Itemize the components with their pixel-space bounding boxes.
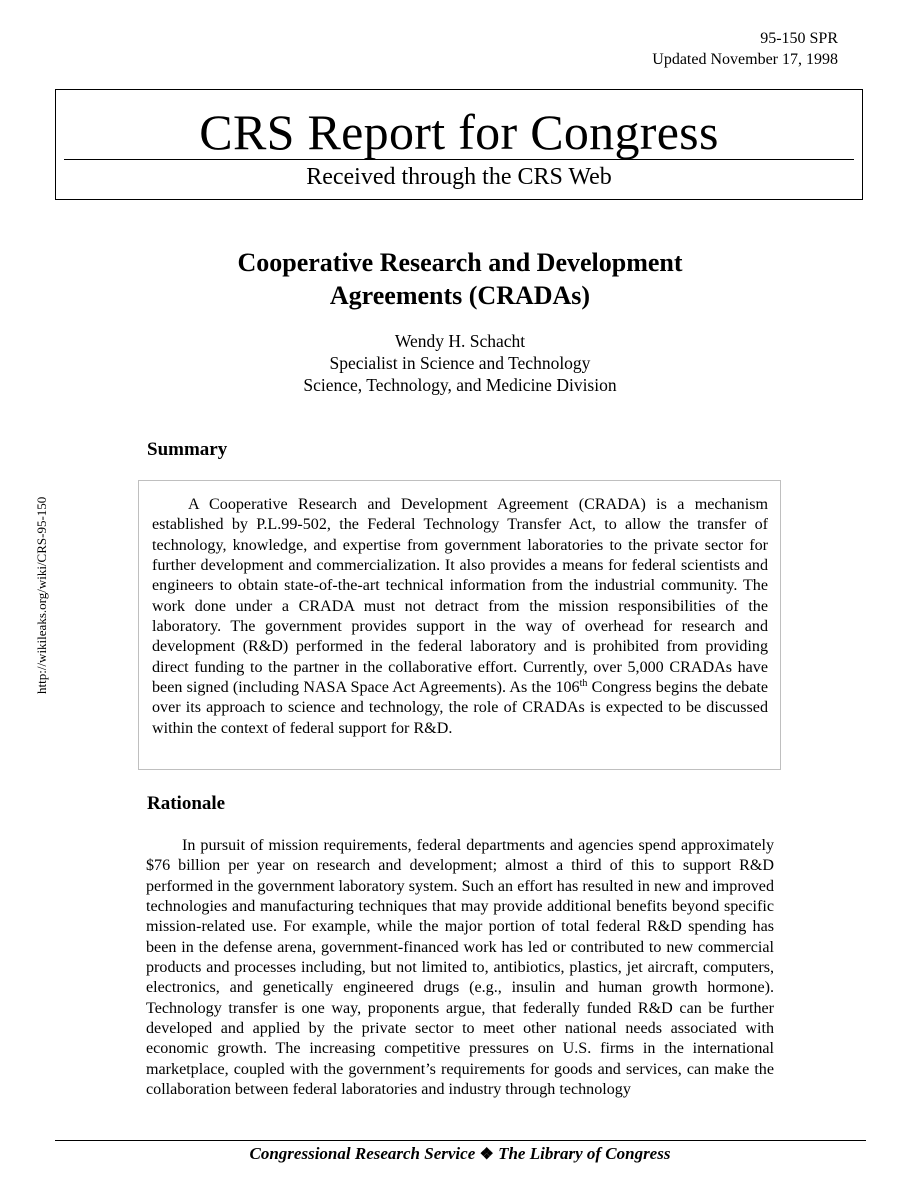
summary-box <box>138 480 781 770</box>
footer-divider <box>55 1140 866 1141</box>
crs-banner <box>55 89 863 200</box>
summary-paragraph <box>152 495 768 739</box>
report-updated-date: Updated November 17, 1998 <box>652 51 838 68</box>
banner-divider <box>64 159 854 160</box>
page-footer <box>0 1143 920 1166</box>
report-id-block <box>652 28 838 70</box>
summary-heading: Summary <box>147 439 228 460</box>
footer-left-text: Congressional Research Service <box>249 1144 476 1163</box>
summary-text-part-1: A Cooperative Research and Development Agreement (CRADA) is a mechanism established by P.L.99-502, the Federal Technology Transfer Act, to allow the transfer of technology, knowledge, and expertise from government laboratories to the private sector for further development and commercialization. It also provides a means for federal scientists and engineers to obtain state-of-the-art technical information from the industrial community. The work done under a CRADA must not detract from the mission responsibilities of the laboratory. The government provides support in the way of overhead for research and development (R&D) performed in the federal laboratory and is prohibited from providing direct funding to the partner in the collaborative effort. Currently, over 5,000 CRADAs have been signed (including NASA Space Act Agreements). As the 106 <box>152 496 768 697</box>
author-position: Specialist in Science and Technology <box>329 353 591 373</box>
banner-title: CRS Report for Congress <box>199 104 719 160</box>
report-number: 95-150 SPR <box>760 30 838 47</box>
author-block <box>0 330 920 396</box>
author-name: Wendy H. Schacht <box>394 331 526 351</box>
summary-text-part-2: Congress begins the debate over its approach to science and technology, the role of CRADAs is expected to be discussed within the context of federal support for R&D. <box>152 679 768 737</box>
document-title <box>0 246 920 312</box>
footer-right-text: The Library of Congress <box>498 1144 671 1163</box>
document-title-line-1: Cooperative Research and Development <box>237 248 683 277</box>
diamond-separator-icon: ❖ <box>479 1146 494 1163</box>
rationale-section <box>146 836 774 1100</box>
rationale-paragraph: In pursuit of mission requirements, federal departments and agencies spend approximately $76 billion per year on research and development; almost a third of this to support R&D performed in the government laboratory system. Such an effort has resulted in new and improved technologies and manufacturing techniques that may provide additional benefits beyond specific mission-related use. For example, while the major portion of total federal R&D spending has been in the defense arena, government-financed work has led or contributed to new commercial products and processes including, but not limited to, antibiotics, plastics, jet aircraft, computers, electronics, and genetically engineered drugs (e.g., insulin and human growth hormone). Technology transfer is one way, proponents argue, that federally funded R&D can be further developed and applied by the private sector to meet other national needs associated with economic growth. The increasing competitive pressures on U.S. firms in the international marketplace, coupled with the government’s requirements for goods and services, can make the collaboration between federal laboratories and industry through technology <box>146 837 774 1099</box>
banner-subtitle: Received through the CRS Web <box>306 164 612 190</box>
document-title-line-2: Agreements (CRADAs) <box>329 281 591 310</box>
side-watermark-url: http://wikileaks.org/wiki/CRS-95-150 <box>34 496 49 694</box>
summary-superscript: th <box>579 678 588 690</box>
rationale-heading: Rationale <box>147 793 226 814</box>
author-division: Science, Technology, and Medicine Division <box>303 375 617 395</box>
